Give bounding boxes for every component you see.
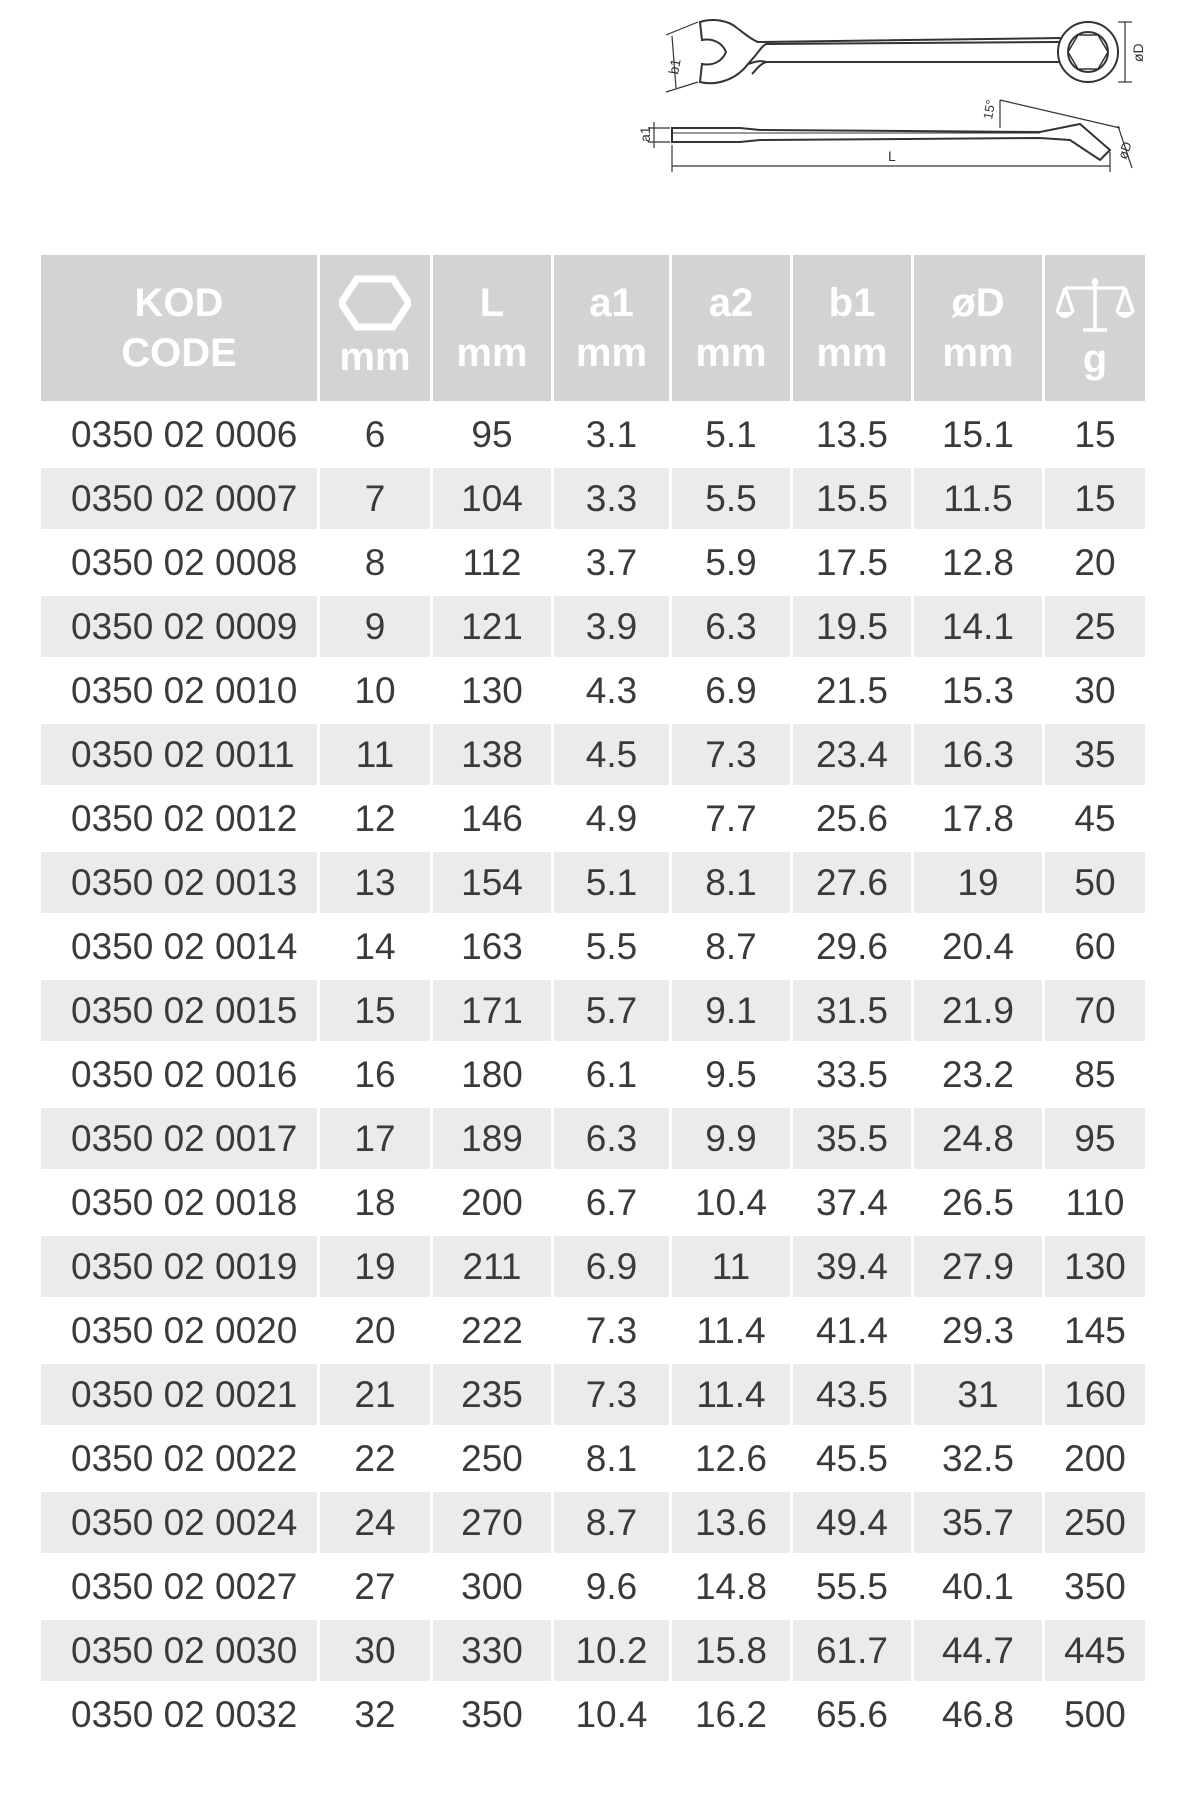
weight-cell: 445 [1045,1620,1145,1681]
l-cell: 189 [433,1108,551,1169]
b1-cell: 13.5 [815,413,888,455]
l-cell: 154 [433,852,551,913]
header-size-line2: mm [339,335,411,379]
od-cell: 46.8 [941,1693,1014,1735]
table-row [41,1044,1145,1105]
table-row [41,1108,1145,1169]
l-cell: 171 [433,980,551,1041]
weight-cell: 130 [1045,1236,1145,1297]
diagram-label-a1: a1 [637,126,653,142]
b1-cell: 45.5 [815,1437,888,1479]
code-cell: 0350 02 0022 [71,1437,298,1479]
b1-cell: 61.7 [793,1620,911,1681]
od-cell: 44.7 [914,1620,1042,1681]
code-cell: 0350 02 0018 [71,1181,298,1223]
code-cell: 0350 02 0006 [71,413,298,455]
weight-cell: 15 [1074,413,1116,455]
size-cell: 13 [320,852,430,913]
balance-scale-icon [1055,272,1135,334]
weight-cell: 85 [1074,1053,1116,1095]
size-cell: 24 [320,1492,430,1553]
l-cell: 130 [461,669,523,711]
table-row [41,1620,1145,1681]
table-row [41,596,1145,657]
size-cell: 15 [320,980,430,1041]
code-cell: 0350 02 0007 [41,468,317,529]
table-row [41,468,1145,529]
size-cell: 8 [364,541,386,583]
size-cell: 21 [320,1364,430,1425]
a2-cell: 12.6 [694,1437,767,1479]
a1-cell: 3.3 [554,468,669,529]
code-cell: 0350 02 0019 [41,1236,317,1297]
table-row [41,404,1145,465]
od-cell: 15.1 [941,413,1014,455]
l-cell: 235 [433,1364,551,1425]
a1-cell: 6.1 [585,1053,638,1095]
header-a1-line1: a1 [589,281,634,325]
header-b1-line2: mm [816,331,888,375]
l-cell: 270 [433,1492,551,1553]
a2-cell: 5.1 [705,413,757,455]
od-cell: 21.9 [914,980,1042,1041]
weight-cell: 95 [1045,1108,1145,1169]
code-cell: 0350 02 0008 [71,541,298,583]
diagram-label-od-top: øD [1130,43,1146,62]
a1-cell: 7.3 [554,1364,669,1425]
weight-cell: 25 [1045,596,1145,657]
table-row [41,788,1145,849]
l-cell: 104 [433,468,551,529]
size-cell: 32 [354,1693,396,1735]
a2-cell: 11.4 [672,1364,790,1425]
od-cell: 15.3 [941,669,1014,711]
size-cell: 10 [354,669,396,711]
a1-cell: 3.1 [585,413,638,455]
od-cell: 32.5 [941,1437,1014,1479]
header-l-line2: mm [456,331,528,375]
a1-cell: 4.9 [585,797,638,839]
header-od-line2: mm [942,331,1014,375]
code-cell: 0350 02 0010 [71,669,298,711]
a2-cell: 15.8 [672,1620,790,1681]
weight-cell: 160 [1045,1364,1145,1425]
weight-cell: 15 [1045,468,1145,529]
table-row [41,980,1145,1041]
b1-cell: 35.5 [793,1108,911,1169]
code-cell: 0350 02 0009 [41,596,317,657]
code-cell: 0350 02 0011 [41,724,317,785]
l-cell: 200 [461,1181,523,1223]
size-cell: 27 [354,1565,396,1607]
l-cell: 300 [461,1565,523,1607]
weight-cell: 30 [1074,669,1116,711]
l-cell: 138 [433,724,551,785]
a1-cell: 10.4 [575,1693,648,1735]
size-cell: 7 [320,468,430,529]
b1-cell: 21.5 [815,669,888,711]
a1-cell: 5.1 [554,852,669,913]
l-cell: 121 [433,596,551,657]
od-cell: 12.8 [941,541,1014,583]
size-cell: 14 [354,925,396,967]
weight-cell: 60 [1074,925,1116,967]
table-row [41,1364,1145,1425]
header-a2 [672,255,790,401]
l-cell: 180 [461,1053,523,1095]
a2-cell: 9.5 [705,1053,757,1095]
table-row [41,660,1145,721]
table-row [41,852,1145,913]
header-a2-line1: a2 [708,281,754,325]
a2-cell: 11.4 [696,1309,766,1351]
header-b1-line1: b1 [828,281,876,325]
od-cell: 23.2 [941,1053,1014,1095]
header-code-line2: CODE [121,331,237,375]
diagram-label-angle: 15° [980,98,999,121]
size-cell: 30 [320,1620,430,1681]
code-cell: 0350 02 0030 [41,1620,317,1681]
a1-cell: 4.5 [554,724,669,785]
od-cell: 29.3 [941,1309,1014,1351]
a1-cell: 8.1 [585,1437,638,1479]
a2-cell: 13.6 [672,1492,790,1553]
code-cell: 0350 02 0016 [71,1053,298,1095]
header-l-line1: L [479,281,505,325]
b1-cell: 29.6 [815,925,888,967]
od-cell: 35.7 [914,1492,1042,1553]
weight-cell: 350 [1064,1565,1126,1607]
l-cell: 222 [461,1309,523,1351]
od-cell: 17.8 [941,797,1014,839]
a1-cell: 5.5 [585,925,638,967]
l-cell: 350 [461,1693,523,1735]
size-cell: 6 [364,413,386,455]
weight-cell: 20 [1074,541,1116,583]
size-cell: 18 [354,1181,396,1223]
header-b1 [793,255,911,401]
diagram-label-od-side: øD [1114,139,1135,162]
size-cell: 9 [320,596,430,657]
spec-table [38,252,1148,1748]
b1-cell: 49.4 [793,1492,911,1553]
code-cell: 0350 02 0021 [41,1364,317,1425]
od-cell: 11.5 [914,468,1042,529]
header-size [320,255,430,401]
a1-cell: 3.9 [554,596,669,657]
header-code-line1: KOD [134,281,224,325]
table-row [41,1556,1145,1617]
table-row [41,1428,1145,1489]
a2-cell: 5.9 [705,541,757,583]
od-cell: 20.4 [941,925,1014,967]
code-cell: 0350 02 0027 [71,1565,298,1607]
b1-cell: 55.5 [815,1565,888,1607]
a1-cell: 10.2 [554,1620,669,1681]
header-a2-line2: mm [695,331,767,375]
a2-cell: 6.3 [672,596,790,657]
code-cell: 0350 02 0032 [71,1693,298,1735]
size-cell: 11 [320,724,430,785]
od-cell: 27.9 [914,1236,1042,1297]
size-cell: 16 [354,1053,396,1095]
b1-cell: 17.5 [815,541,888,583]
a1-cell: 7.3 [585,1309,638,1351]
a2-cell: 5.5 [672,468,790,529]
size-cell: 12 [354,797,396,839]
od-cell: 19 [914,852,1042,913]
od-cell: 16.3 [914,724,1042,785]
a1-cell: 6.3 [554,1108,669,1169]
a2-cell: 7.3 [672,724,790,785]
table-row [41,1300,1145,1361]
header-code [41,255,317,401]
header-l [433,255,551,401]
b1-cell: 65.6 [815,1693,888,1735]
code-cell: 0350 02 0013 [41,852,317,913]
weight-cell: 50 [1045,852,1145,913]
b1-cell: 37.4 [815,1181,888,1223]
size-cell: 17 [320,1108,430,1169]
weight-cell: 145 [1064,1309,1126,1351]
table-row [41,1172,1145,1233]
diagram-label-b1: b1 [665,57,684,76]
wrench-open-end-shape [700,20,1060,83]
a2-cell: 16.2 [694,1693,767,1735]
a1-cell: 6.7 [585,1181,638,1223]
header-od [914,255,1042,401]
header-row [41,255,1145,401]
a2-cell: 8.1 [672,852,790,913]
od-cell: 26.5 [941,1181,1014,1223]
code-cell: 0350 02 0012 [71,797,298,839]
b1-cell: 19.5 [793,596,911,657]
code-cell: 0350 02 0017 [41,1108,317,1169]
size-cell: 20 [354,1309,396,1351]
code-cell: 0350 02 0020 [71,1309,298,1351]
b1-cell: 43.5 [793,1364,911,1425]
a1-cell: 5.7 [554,980,669,1041]
b1-cell: 15.5 [793,468,911,529]
header-weight-line2: g [1082,337,1108,381]
b1-cell: 33.5 [815,1053,888,1095]
l-cell: 146 [461,797,523,839]
b1-cell: 27.6 [793,852,911,913]
b1-cell: 25.6 [815,797,888,839]
weight-cell: 250 [1045,1492,1145,1553]
header-weight [1045,255,1145,401]
table-row [41,1492,1145,1553]
l-cell: 330 [433,1620,551,1681]
l-cell: 163 [461,925,523,967]
a1-cell: 3.7 [585,541,638,583]
weight-cell: 70 [1045,980,1145,1041]
b1-cell: 41.4 [815,1309,888,1351]
table-row [41,532,1145,593]
header-a1 [554,255,669,401]
weight-cell: 500 [1064,1693,1126,1735]
l-cell: 250 [461,1437,523,1479]
a2-cell: 8.7 [705,925,757,967]
l-cell: 112 [462,541,522,583]
size-cell: 22 [354,1437,396,1479]
weight-cell: 200 [1064,1437,1126,1479]
a1-cell: 9.6 [585,1565,638,1607]
od-cell: 24.8 [914,1108,1042,1169]
a2-cell: 11 [672,1236,790,1297]
hex-nut-icon [339,274,411,332]
b1-cell: 23.4 [793,724,911,785]
weight-cell: 45 [1074,797,1116,839]
a2-cell: 6.9 [705,669,757,711]
a2-cell: 9.9 [672,1108,790,1169]
a2-cell: 9.1 [672,980,790,1041]
header-a1-line2: mm [575,331,648,375]
code-cell: 0350 02 0014 [71,925,298,967]
table-row [41,1684,1145,1745]
spec-table-body [41,404,1145,1745]
size-cell: 19 [320,1236,430,1297]
table-row [41,1236,1145,1297]
a2-cell: 7.7 [705,797,757,839]
a2-cell: 10.4 [694,1181,767,1223]
l-cell: 95 [471,413,513,455]
code-cell: 0350 02 0015 [41,980,317,1041]
diagram-label-l: L [888,148,896,164]
table-row [41,724,1145,785]
a1-cell: 6.9 [554,1236,669,1297]
weight-cell: 110 [1065,1181,1125,1223]
code-cell: 0350 02 0024 [41,1492,317,1553]
l-cell: 211 [433,1236,551,1297]
a2-cell: 14.8 [694,1565,767,1607]
a1-cell: 4.3 [585,669,638,711]
b1-cell: 39.4 [793,1236,911,1297]
table-row [41,916,1145,977]
a1-cell: 8.7 [554,1492,669,1553]
header-od-line1: øD [951,281,1005,325]
weight-cell: 35 [1045,724,1145,785]
od-cell: 31 [914,1364,1042,1425]
od-cell: 14.1 [914,596,1042,657]
wrench-diagram [0,0,1200,200]
b1-cell: 31.5 [793,980,911,1041]
od-cell: 40.1 [941,1565,1014,1607]
